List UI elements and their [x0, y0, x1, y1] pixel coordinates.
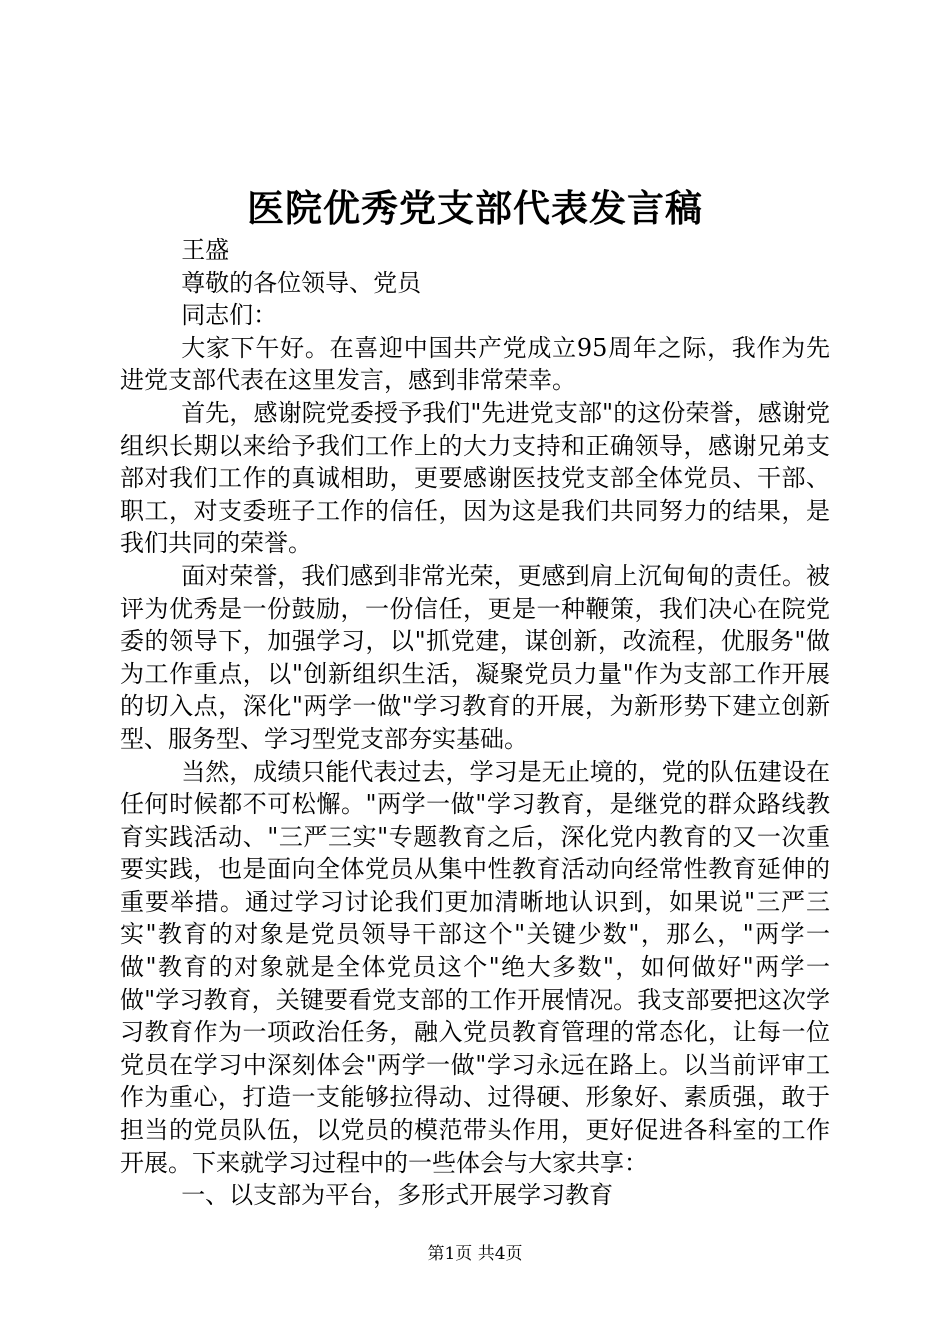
document-title: 医院优秀党支部代表发言稿: [247, 186, 703, 230]
body-paragraph: 面对荣誉，我们感到非常光荣，更感到肩上沉甸甸的责任。被评为优秀是一份鼓励，一份信任，更是一种鞭策，我们决心在院党委的领导下，加强学习，以"抓党建，谋创新，改流程，优服务"做为工作重点，以"创新组织生活，凝聚党员力量"作为支部工作开展的切入点，深化"两学一做"学习教育的开展，为新形势下建立创新型、服务型、学习型党支部夯实基础。: [120, 561, 830, 753]
document-body: [120, 234, 830, 1212]
page-footer: 第1页 共4页: [427, 1244, 523, 1264]
salutation-line: 同志们：: [181, 301, 278, 330]
salutation-line: 尊敬的各位领导、党员: [181, 268, 422, 297]
body-paragraph: 大家下午好。在喜迎中国共产党成立95周年之际，我作为先进党支部代表在这里发言，感到非常荣幸。: [120, 333, 830, 395]
body-paragraph: 首先，感谢院党委授予我们"先进党支部"的这份荣誉，感谢党组织长期以来给予我们工作上的大力支持和正确领导，感谢兄弟支部对我们工作的真诚相助，更要感谢医技党支部全体党员、干部、职工，对支委班子工作的信任，因为这是我们共同努力的结果，是我们共同的荣誉。: [120, 398, 830, 558]
author-line: 王盛: [181, 236, 230, 264]
body-paragraph: 当然，成绩只能代表过去，学习是无止境的，党的队伍建设在任何时候都不可松懈。"两学一做"学习教育，是继党的群众路线教育实践活动、"三严三实"专题教育之后，深化党内教育的又一次重要实践，也是面向全体党员从集中性教育活动向经常性教育延伸的重要举措。通过学习讨论我们更加清晰地认识到，如果说"三严三实"教育的对象是党员领导干部这个"关键少数"，那么，"两学一做"教育的对象就是全体党员这个"绝大多数"，如何做好"两学一做"学习教育，关键要看党支部的工作开展情况。我支部要把这次学习教育作为一项政治任务，融入党员教育管理的常态化，让每一位党员在学习中深刻体会"两学一做"学习永远在路上。以当前评审工作为重心，打造一支能够拉得动、过得硬、形象好、素质强，敢于担当的党员队伍，以党员的模范带头作用，更好促进各科室的工作开展。下来就学习过程中的一些体会与大家共享：: [120, 757, 830, 1177]
section-heading: 一、以支部为平台，多形式开展学习教育: [181, 1181, 614, 1210]
